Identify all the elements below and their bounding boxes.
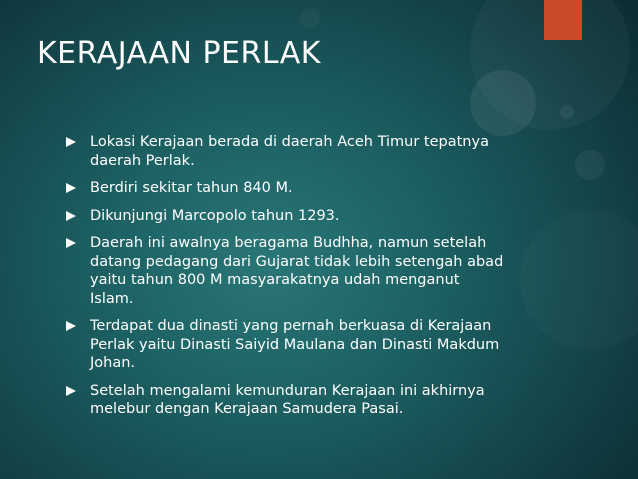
right-triangle-arrow-icon [66,183,76,193]
slide-title: KERAJAAN PERLAK [37,36,321,71]
bullet-text: Berdiri sekitar tahun 840 M. [90,180,293,196]
right-triangle-arrow-icon [66,321,76,331]
bullet-text: Dikunjungi Marcopolo tahun 1293. [90,207,340,224]
decorative-circle [520,210,638,350]
bullet-text: Daerah ini awalnya beragama Budhha, namun setelah datang pedagang dari Gujarat tidak lebih setengah abad yaitu tahun 800 M masyarakatnya udah menganut Islam. [90,235,504,307]
decorative-circle [575,150,605,180]
decorative-circle [560,105,574,119]
bullet-item [66,234,506,308]
bullet-text: Setelah mengalami kemunduran Kerajaan ini akhirnya melebur dengan Kerajaan Samudera Pasai. [90,382,485,417]
right-triangle-arrow-icon [66,211,76,221]
bullet-text: Lokasi Kerajaan berada di daerah Aceh Timur tepatnya daerah Perlak. [90,134,489,169]
bullet-item [66,133,506,170]
right-triangle-arrow-icon [66,238,76,248]
decorative-circle [300,8,320,28]
bullet-item [66,317,506,373]
bullet-item [66,207,506,226]
decorative-circle [470,70,536,136]
right-triangle-arrow-icon [66,137,76,147]
accent-bar [544,0,582,40]
bullet-item [66,382,506,419]
right-triangle-arrow-icon [66,386,76,396]
bullet-list [66,133,506,428]
bullet-item [66,179,506,198]
bullet-text: Terdapat dua dinasti yang pernah berkuasa di Kerajaan Perlak yaitu Dinasti Saiyid Maulana dan Dinasti Makdum Johan. [90,318,500,371]
